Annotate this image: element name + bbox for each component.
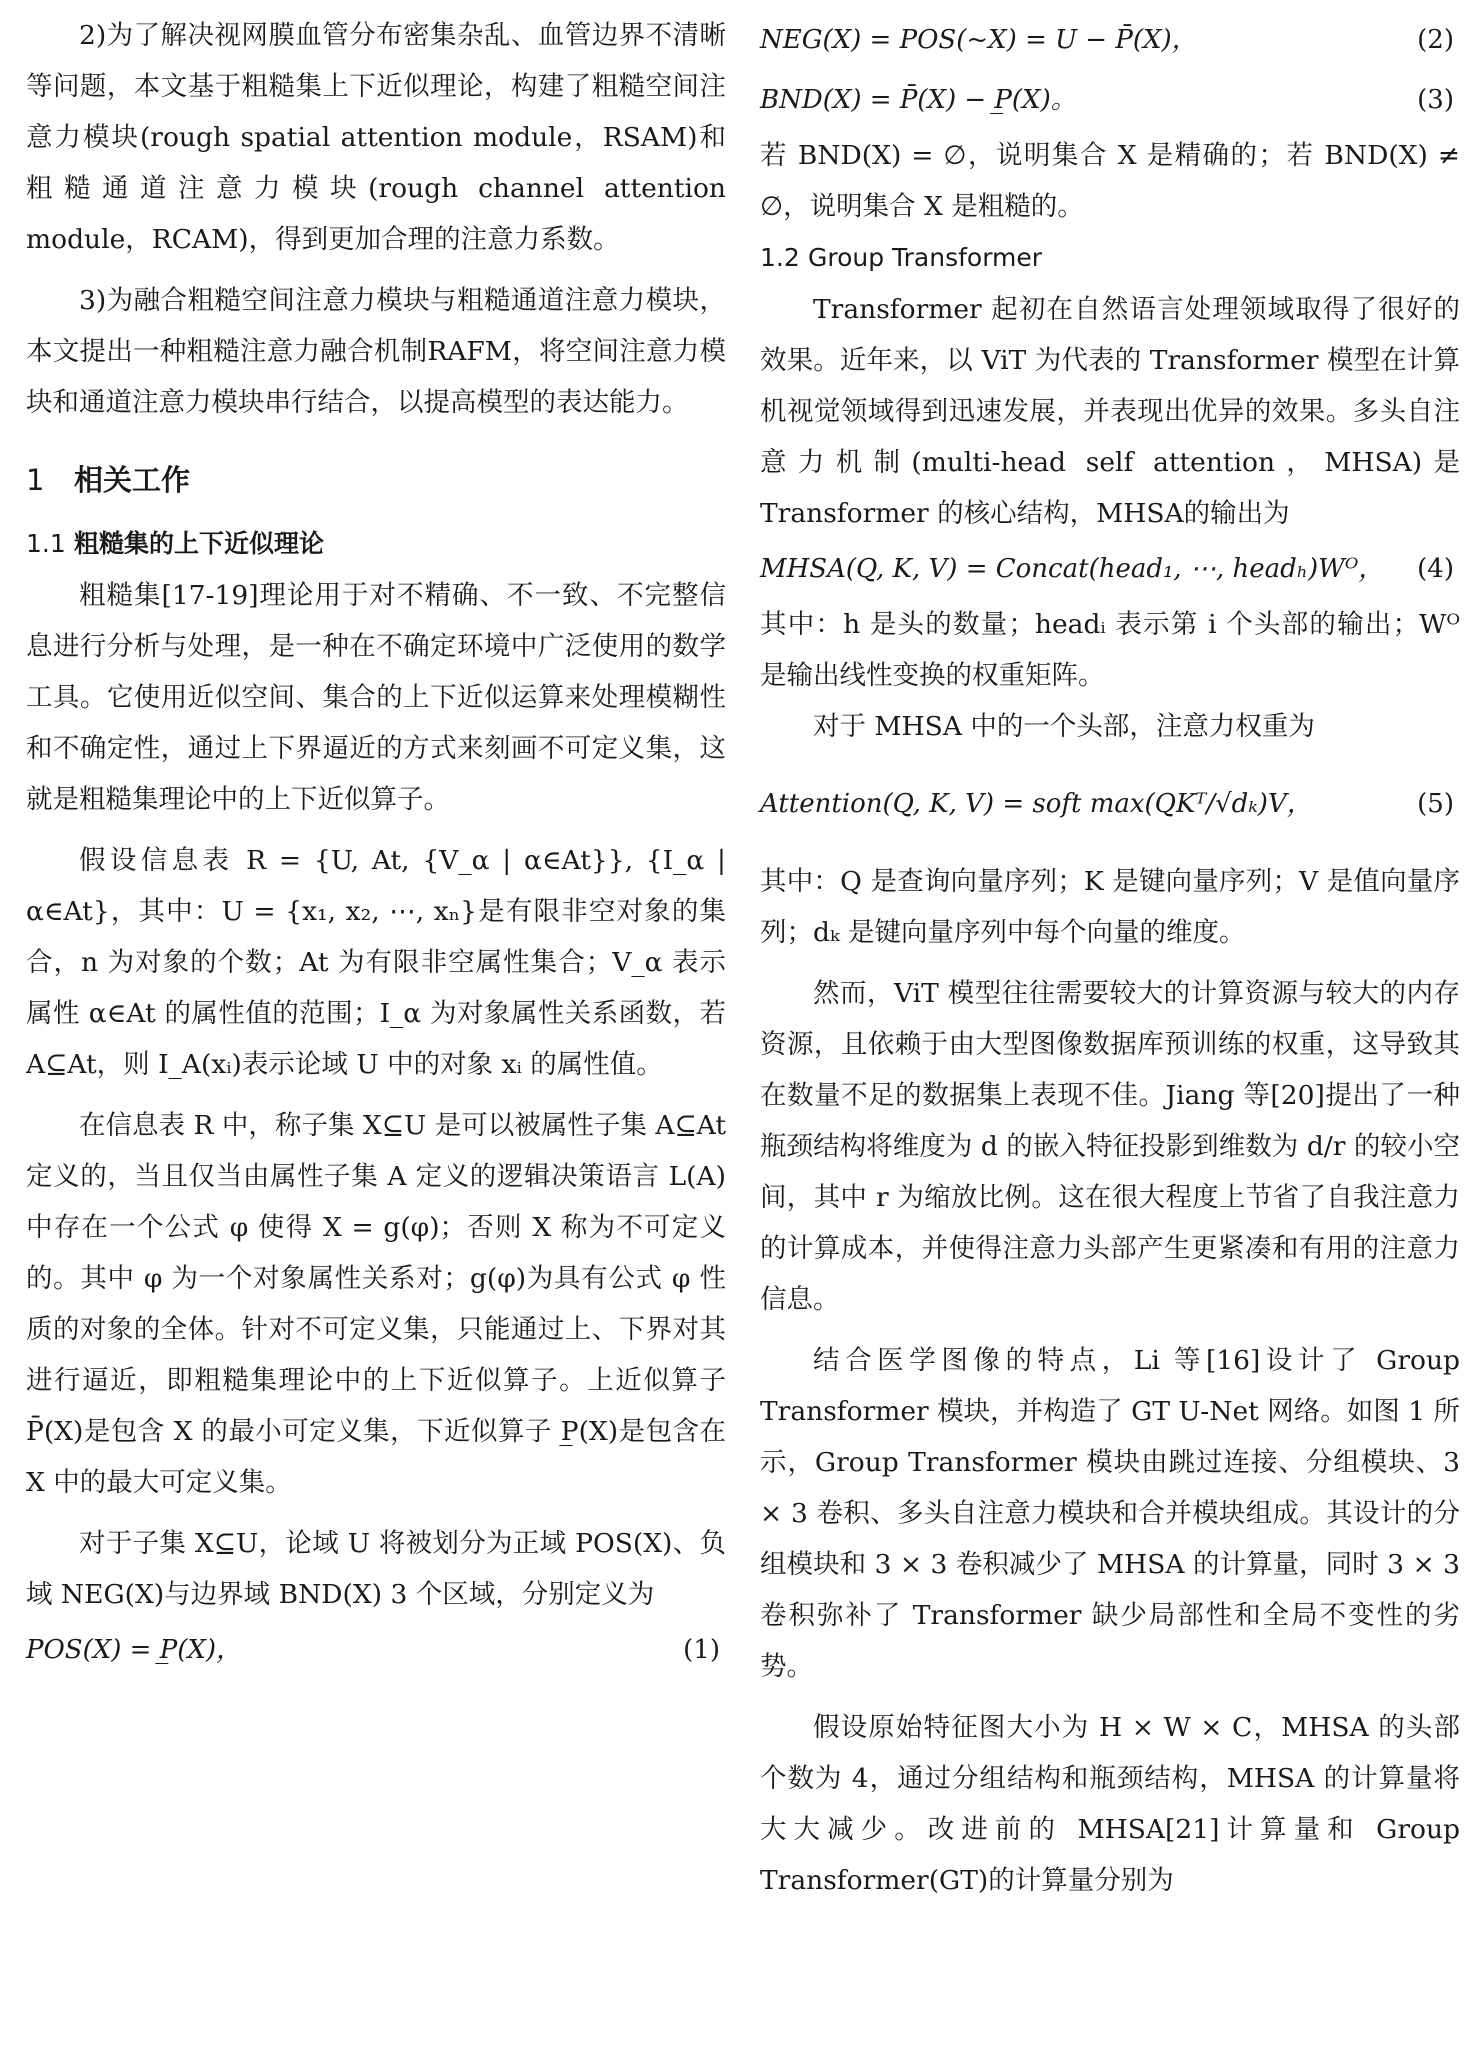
subsection-heading-1-2	[760, 232, 1460, 284]
equation-4-body: MHSA(Q, K, V) = Concat(head₁, ⋯, headₕ)Wᴼ，	[760, 554, 1385, 584]
equation-3-body: BND(X) = P̄(X) − P̲(X)。	[760, 85, 1077, 115]
paragraph-info-table: 假设信息表 R = {U, At, {V_α | α∈At}}, {I_α | α∈At}，其中：U = {x₁, x₂, ⋯, xₙ}是有限非空对象的集合，n 为对象的个数；At 为有限非空属性集合；V_α 表示属性 α∈At 的属性值的范围；I_α 为对象属性关系函数，若 A⊆At，则 I_A(xᵢ)表示论域 U 中的对象 xᵢ 的属性值。	[26, 845, 726, 1080]
equation-1-body: POS(X) = P̲(X)，	[26, 1635, 243, 1665]
subsection-number: 1.2	[760, 243, 800, 272]
paragraph-computation: 假设原始特征图大小为 H × W × C，MHSA 的头部个数为 4，通过分组结构和瓶颈结构，MHSA 的计算量将大大减少。改进前的 MHSA[21]计算量和 Group Transformer(GT)的计算量分别为	[760, 1712, 1460, 1896]
left-column	[26, 10, 726, 1680]
equation-2	[760, 10, 1460, 70]
paragraph-boundary-region: 若 BND(X) = ∅，说明集合 X 是精确的；若 BND(X) ≠ ∅，说明集合 X 是粗糙的。	[760, 140, 1460, 222]
equation-5-body: Attention(Q, K, V) = soft max(QKᵀ/√dₖ)V，	[760, 789, 1313, 819]
section-heading-1	[26, 450, 726, 510]
paragraph-vit-cost: 然而，ViT 模型往往需要较大的计算资源与较大的内存资源，且依赖于由大型图像数据库预训练的权重，这导致其在数量不足的数据集上表现不佳。Jiang 等[20]提出了一种瓶颈结构将维度为 d 的嵌入特征投影到维数为 d/r 的较小空间，其中 r 为缩放比例。这在很大程度上节省了自我注意力的计算成本，并使得注意力头部产生更紧凑和有用的注意力信息。	[760, 978, 1460, 1315]
right-column	[760, 10, 1460, 1906]
subsection-title: Group Transformer	[808, 243, 1043, 272]
subsection-title: 粗糙集的上下近似理论	[74, 529, 325, 558]
equation-2-body: NEG(X) = POS(~X) = U − P̄(X)，	[760, 25, 1198, 55]
paragraph-transformer: Transformer 起初在自然语言处理领域取得了很好的效果。近年来，以 ViT 为代表的 Transformer 模型在计算机视觉领域得到迅速发展，并表现出优异的效果。多头自注意力机制(multi-head self attention，MHSA)是 Transformer 的核心结构，MHSA的输出为	[760, 294, 1460, 529]
paragraph-heads: 其中：h 是头的数量；headᵢ 表示第 i 个头部的输出；Wᴼ 是输出线性变换的权重矩阵。	[760, 609, 1460, 691]
paragraph-regions: 对于子集 X⊆U，论域 U 将被划分为正域 POS(X)、负域 NEG(X)与边界域 BND(X) 3 个区域，分别定义为	[26, 1528, 726, 1610]
subsection-number: 1.1	[26, 529, 66, 558]
paragraph-contribution-3: 3)为融合粗糙空间注意力模块与粗糙通道注意力模块，本文提出一种粗糙注意力融合机制RAFM，将空间注意力模块和通道注意力模块串行结合，以提高模型的表达能力。	[26, 285, 726, 418]
equation-3	[760, 70, 1460, 130]
paragraph-attention-intro: 对于 MHSA 中的一个头部，注意力权重为	[813, 711, 1315, 742]
paragraph-contribution-2: 2)为了解决视网膜血管分布密集杂乱、血管边界不清晰等问题，本文基于粗糙集上下近似理论，构建了粗糙空间注意力模块(rough spatial attention module，RSAM)和粗糙通道注意力模块(rough channel attention module，RCAM)，得到更加合理的注意力系数。	[26, 20, 726, 255]
section-number: 1	[26, 463, 45, 497]
paragraph-rough-set-intro: 粗糙集[17-19]理论用于对不精确、不一致、不完整信息进行分析与处理，是一种在不确定环境中广泛使用的数学工具。它使用近似空间、集合的上下近似运算来处理模糊性和不确定性，通过上下界逼近的方式来刻画不可定义集，这就是粗糙集理论中的上下近似算子。	[26, 580, 726, 815]
equation-3-label: (3)	[1417, 85, 1454, 115]
equation-5-label: (5)	[1417, 789, 1454, 819]
equation-1-label: (1)	[683, 1635, 720, 1665]
equation-2-label: (2)	[1417, 25, 1454, 55]
paragraph-definable-set: 在信息表 R 中，称子集 X⊆U 是可以被属性子集 A⊆At 定义的，当且仅当由属性子集 A 定义的逻辑决策语言 L(A)中存在一个公式 φ 使得 X = g(φ)；否则 X 称为不可定义的。其中 φ 为一个对象属性关系对；g(φ)为具有公式 φ 性质的对象的全体。针对不可定义集，只能通过上、下界对其进行逼近，即粗糙集理论中的上下近似算子。上近似算子 P̄(X)是包含 X 的最小可定义集，下近似算子 P̲(X)是包含在 X 中的最大可定义集。	[26, 1110, 726, 1498]
paragraph-group-transformer: 结合医学图像的特点，Li 等[16]设计了 Group Transformer 模块，并构造了 GT U-Net 网络。如图 1 所示，Group Transformer 模块由跳过连接、分组模块、3 × 3 卷积、多头自注意力模块和合并模块组成。其设计的分组模块和 3 × 3 卷积减少了 MHSA 的计算量，同时 3 × 3 卷积弥补了 Transformer 缺少局部性和全局不变性的劣势。	[760, 1345, 1460, 1682]
equation-4	[760, 539, 1460, 599]
subsection-heading-1-1	[26, 518, 726, 570]
paragraph-qkv: 其中：Q 是查询向量序列；K 是键向量序列；V 是值向量序列；dₖ 是键向量序列中每个向量的维度。	[760, 866, 1460, 948]
equation-1	[26, 1620, 726, 1680]
equation-5	[760, 752, 1460, 856]
section-title: 相关工作	[74, 463, 191, 497]
equation-4-label: (4)	[1417, 554, 1454, 584]
